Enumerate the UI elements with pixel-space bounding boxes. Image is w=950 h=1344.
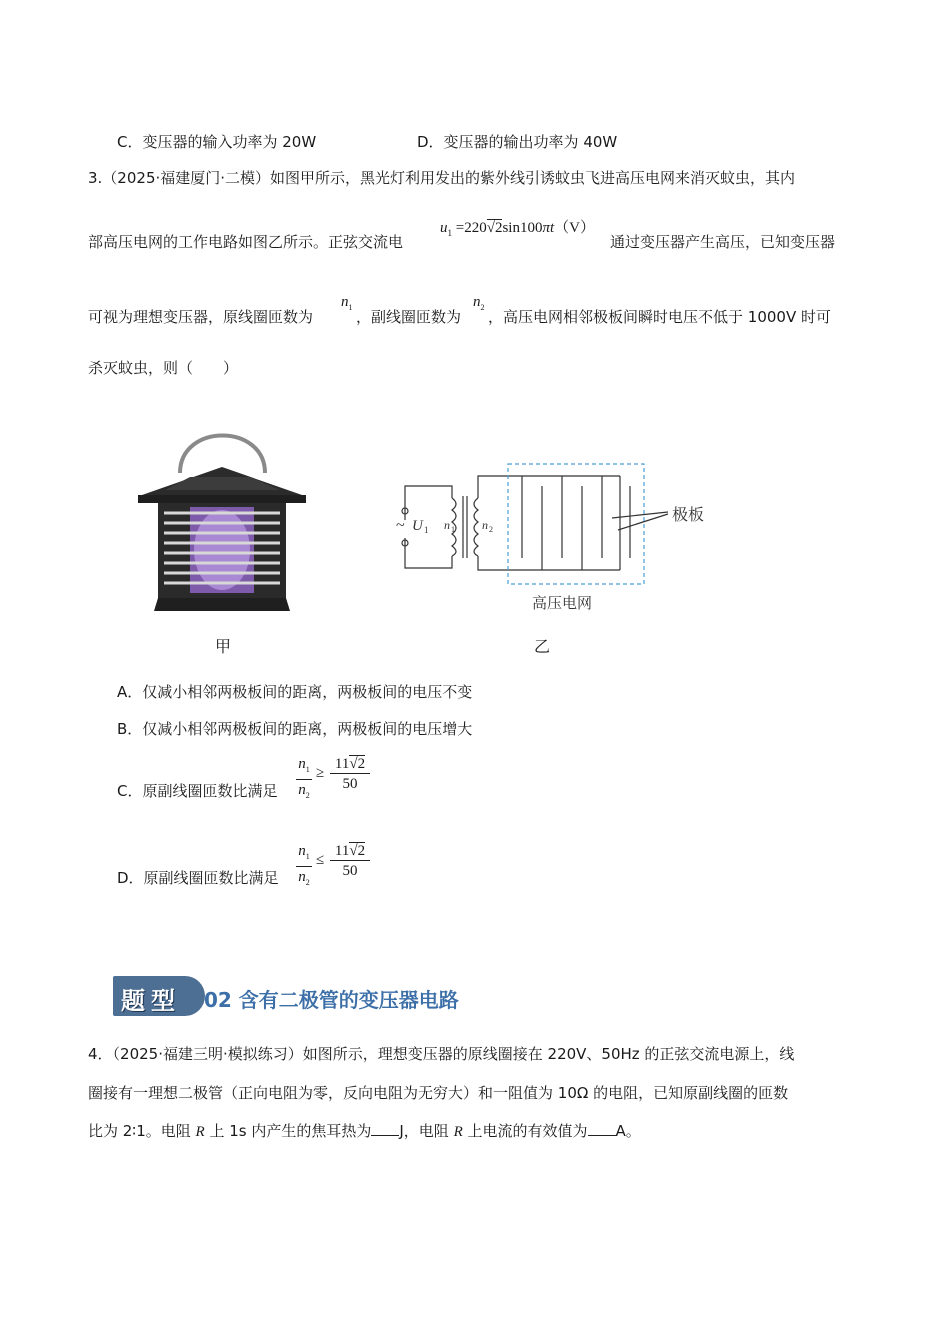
grid-label: 高压电网 <box>532 594 593 612</box>
q3-formula-u1: $u_1 =220√2\sin 100\pi t(V)$ <box>440 220 595 238</box>
q3-n1: $n_1$ <box>341 294 353 312</box>
q3-option-c: C．原副线圈匝数比满足 <box>117 782 278 800</box>
q4-line1: 4．（2025·福建三明·模拟练习）如图所示，理想变压器的原线圈接在 220V、50Hz 的正弦交流电源上，线 <box>88 1045 795 1063</box>
q3-option-a: A．仅减小相邻两极板间的距离，两极板间的电压不变 <box>117 683 473 701</box>
high-voltage-grid-circuit-diagram <box>392 458 722 618</box>
q3-option-d: D．原副线圈匝数比满足 <box>117 869 279 887</box>
q4-line3: 比为 2∶1。电阻 R 上 1s 内产生的焦耳热为 J，电阻 R 上电流的有效值为 A。 <box>88 1122 641 1140</box>
q3-line2-pre: 部高压电网的工作电路如图乙所示。正弦交流电 <box>88 233 404 251</box>
q3-option-c-ge: ≥ <box>316 765 325 781</box>
q3-line4: 杀灭蚊虫，则（ ） <box>88 359 239 377</box>
q3-option-c-frac-rhs: 11√2 50 <box>330 755 370 794</box>
q4-line2: 圈接有一理想二极管（正向电阻为零，反向电阻为无穷大）和一阻值为 10Ω 的电阻，已知原副线圈的匝数 <box>88 1084 789 1102</box>
q3-option-d-le: ≤ <box>316 852 325 868</box>
answer-blank-heat[interactable] <box>371 1121 399 1136</box>
q3-n2: $n_2$ <box>473 294 485 312</box>
section-title: 02 含有二极管的变压器电路 <box>204 988 459 1012</box>
coil-n1-label: n <box>444 518 450 532</box>
figure-a-caption: 甲 <box>215 637 232 656</box>
q3-line3-pre: 可视为理想变压器，原线圈匝数为 <box>88 308 314 326</box>
bug-zapper-lamp-image <box>130 415 315 615</box>
figure-b-caption: 乙 <box>534 637 551 656</box>
q3-option-d-frac-rhs: 11√2 50 <box>330 842 370 881</box>
q2-option-c: C．变压器的输入功率为 20W <box>117 133 317 151</box>
answer-blank-current[interactable] <box>588 1121 616 1136</box>
section-badge: 题型 <box>113 976 205 1016</box>
svg-text:1: 1 <box>451 525 455 534</box>
q3-line1: 3.（2025·福建厦门·二模）如图甲所示，黑光灯利用发出的紫外线引诱蚊虫飞进高压电网来消灭蚊虫，其内 <box>88 169 796 187</box>
q3-option-b: B．仅减小相邻两极板间的距离，两极板间的电压增大 <box>117 720 473 738</box>
svg-text:1: 1 <box>424 525 429 535</box>
q3-line3-mid: ，副线圈匝数为 <box>356 308 462 326</box>
plates-label: 极板 <box>672 505 705 524</box>
q3-line2-post: 通过变压器产生高压，已知变压器 <box>610 233 836 251</box>
source-u-label: U <box>412 518 423 534</box>
svg-text:2: 2 <box>489 525 493 534</box>
source-tilde: ~ <box>396 517 405 534</box>
coil-n2-label: n <box>482 518 488 532</box>
q3-line3-post: ，高压电网相邻极板间瞬时电压不低于 1000V 时可 <box>488 308 831 326</box>
q3-option-c-frac-lhs: $n_1$ $n_2$ <box>296 755 312 806</box>
q2-option-d: D．变压器的输出功率为 40W <box>417 133 618 151</box>
q3-option-d-frac-lhs: $n_1$ $n_2$ <box>296 842 312 893</box>
